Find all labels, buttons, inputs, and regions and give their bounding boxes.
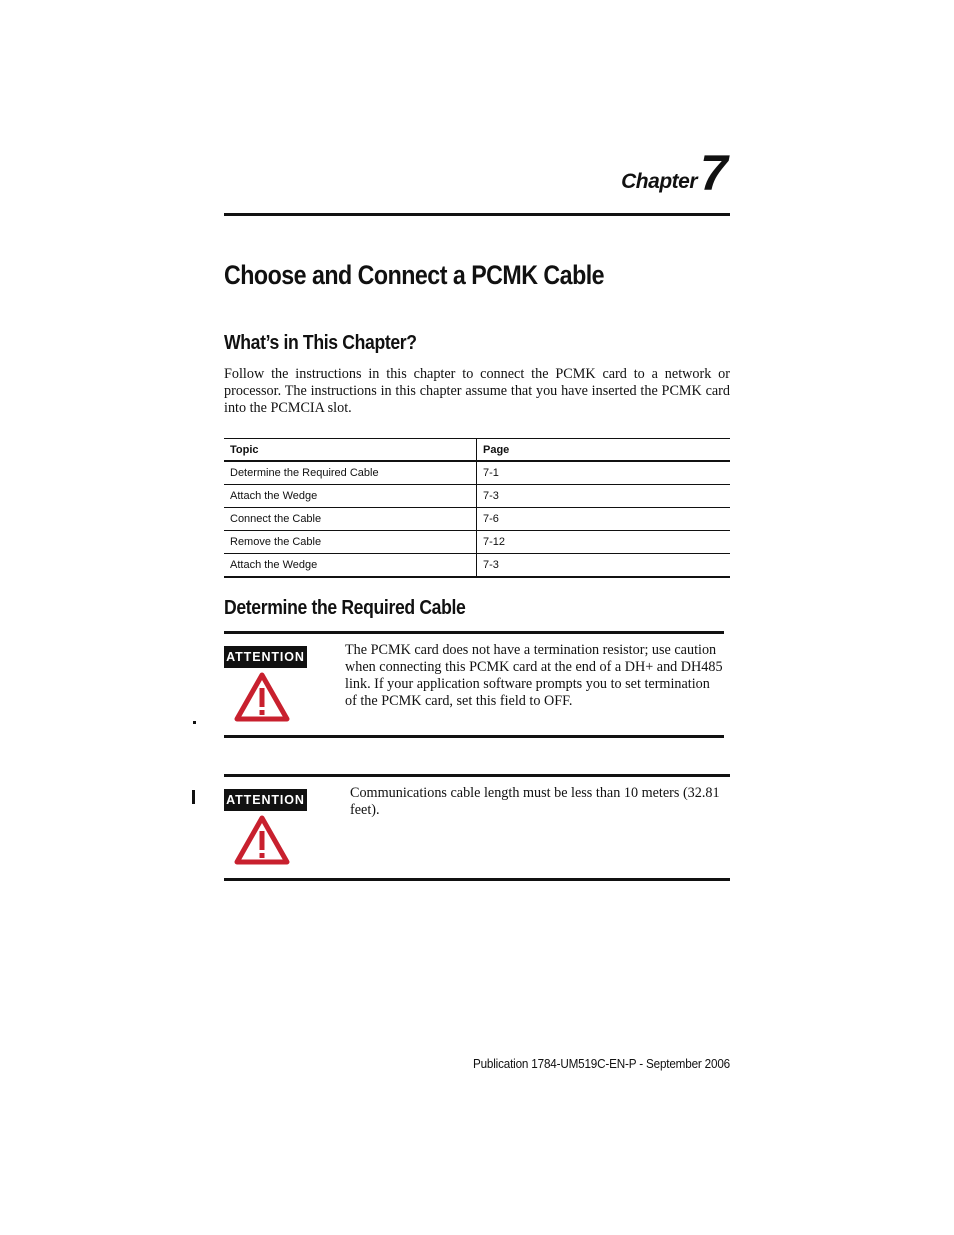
attention-rule-bottom [224,878,730,881]
section-heading-determine: Determine the Required Cable [224,597,466,619]
warning-triangle-icon [234,672,290,722]
table-row [224,554,730,578]
table-cell-topic: Connect the Cable [224,508,477,531]
attention-badge: ATTENTION [224,789,307,811]
attention-rule-top [224,631,724,634]
topic-table [224,438,730,578]
page-title: Choose and Connect a PCMK Cable [224,260,605,290]
change-bar-marker [193,721,196,724]
table-row [224,461,730,485]
chapter-rule [224,213,730,216]
publication-footer: Publication 1784-UM519C-EN-P - September 2006 [472,1056,730,1071]
table-row [224,531,730,554]
table-cell-topic: Determine the Required Cable [224,461,477,485]
table-cell-page: 7-3 [477,485,731,508]
table-cell-topic: Attach the Wedge [224,485,477,508]
chapter-number: 7 [700,145,728,201]
attention-text: The PCMK card does not have a termination resistor; use caution when connecting this PCMK card at the end of a DH+ and DH485 link. If your application software prompts you to set termination of the PCMK card, set this field to OFF. [345,642,723,709]
table-cell-page: 7-3 [477,554,731,578]
table-cell-page: 7-12 [477,531,731,554]
attention-rule-top [224,774,730,777]
table-cell-page: 7-1 [477,461,731,485]
change-bar-marker [192,790,195,804]
table-header-topic: Topic [224,439,477,462]
attention-rule-bottom [224,735,724,738]
attention-text: Communications cable length must be less than 10 meters (32.81 feet). [350,785,720,818]
table-header-row [224,439,730,462]
attention-badge: ATTENTION [224,646,307,668]
intro-paragraph: Follow the instructions in this chapter to connect the PCMK card to a network or processor. The instructions in this chapter assume that you have inserted the PCMK card into the PCMCIA slot. [224,366,730,416]
chapter-label: Chapter [621,170,697,193]
table-row [224,508,730,531]
warning-triangle-icon [234,815,290,865]
table-cell-topic: Attach the Wedge [224,554,477,578]
table-cell-page: 7-6 [477,508,731,531]
table-header-page: Page [477,439,731,462]
table-row [224,485,730,508]
section-heading-whats-in: What’s in This Chapter? [224,332,417,354]
table-cell-topic: Remove the Cable [224,531,477,554]
